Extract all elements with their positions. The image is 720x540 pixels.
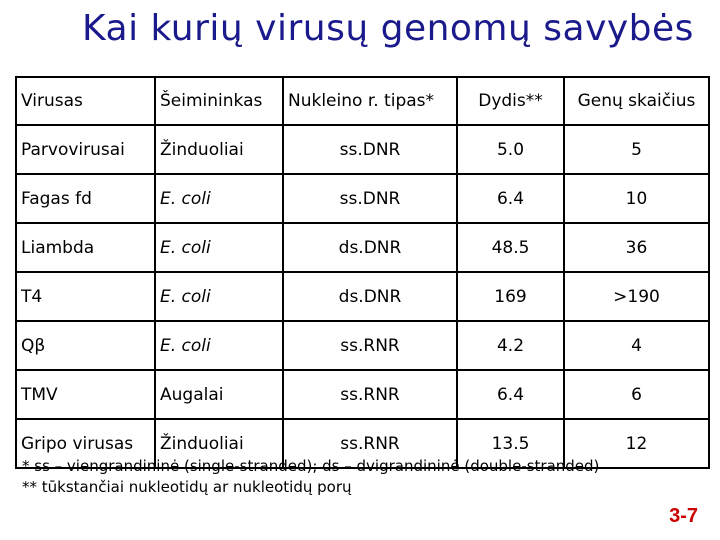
table-row: [16, 370, 709, 419]
cell-virus: Qβ: [16, 321, 155, 370]
header-size: Dydis**: [457, 77, 564, 125]
cell-gene-count: 12: [564, 419, 709, 468]
cell-host: E. coli: [155, 223, 283, 272]
cell-virus: Parvovirusai: [16, 125, 155, 174]
slide-number: 3-7: [669, 505, 698, 527]
cell-nucleic-acid-type: ss.DNR: [283, 125, 457, 174]
footnote-size-units: ** tūkstančiai nukleotidų ar nukleotidų porų: [22, 478, 352, 496]
cell-gene-count: 5: [564, 125, 709, 174]
cell-nucleic-acid-type: ss.DNR: [283, 174, 457, 223]
table-row: [16, 321, 709, 370]
cell-nucleic-acid-type: ss.RNR: [283, 321, 457, 370]
header-virus: Virusas: [16, 77, 155, 125]
header-nucleic-acid-type: Nukleino r. tipas*: [283, 77, 457, 125]
cell-gene-count: 6: [564, 370, 709, 419]
table-row: [16, 272, 709, 321]
cell-host: E. coli: [155, 272, 283, 321]
cell-gene-count: 4: [564, 321, 709, 370]
table-row: [16, 223, 709, 272]
cell-nucleic-acid-type: ds.DNR: [283, 223, 457, 272]
header-gene-count: Genų skaičius: [564, 77, 709, 125]
cell-host: Žinduoliai: [155, 419, 283, 468]
cell-size: 5.0: [457, 125, 564, 174]
cell-size: 13.5: [457, 419, 564, 468]
cell-size: 169: [457, 272, 564, 321]
cell-virus: Fagas fd: [16, 174, 155, 223]
table-row: [16, 125, 709, 174]
footnote-strandedness: * ss – viengrandininė (single-stranded); ds – dvigrandininė (double-stranded): [22, 457, 600, 475]
header-host: Šeimininkas: [155, 77, 283, 125]
footnotes: [22, 456, 599, 498]
table-header-row: [16, 77, 709, 125]
cell-virus: Liambda: [16, 223, 155, 272]
cell-nucleic-acid-type: ss.RNR: [283, 370, 457, 419]
cell-host: E. coli: [155, 174, 283, 223]
cell-gene-count: >190: [564, 272, 709, 321]
cell-host: Žinduoliai: [155, 125, 283, 174]
cell-nucleic-acid-type: ds.DNR: [283, 272, 457, 321]
slide-title: Kai kurių virusų genomų savybės: [82, 8, 694, 49]
cell-gene-count: 36: [564, 223, 709, 272]
cell-size: 48.5: [457, 223, 564, 272]
cell-host: E. coli: [155, 321, 283, 370]
cell-size: 6.4: [457, 174, 564, 223]
cell-host: Augalai: [155, 370, 283, 419]
cell-virus: Gripo virusas: [16, 419, 155, 468]
cell-gene-count: 10: [564, 174, 709, 223]
cell-size: 6.4: [457, 370, 564, 419]
cell-size: 4.2: [457, 321, 564, 370]
virus-genome-table: [15, 76, 710, 469]
cell-nucleic-acid-type: ss.RNR: [283, 419, 457, 468]
cell-virus: TMV: [16, 370, 155, 419]
table-row: [16, 174, 709, 223]
cell-virus: T4: [16, 272, 155, 321]
